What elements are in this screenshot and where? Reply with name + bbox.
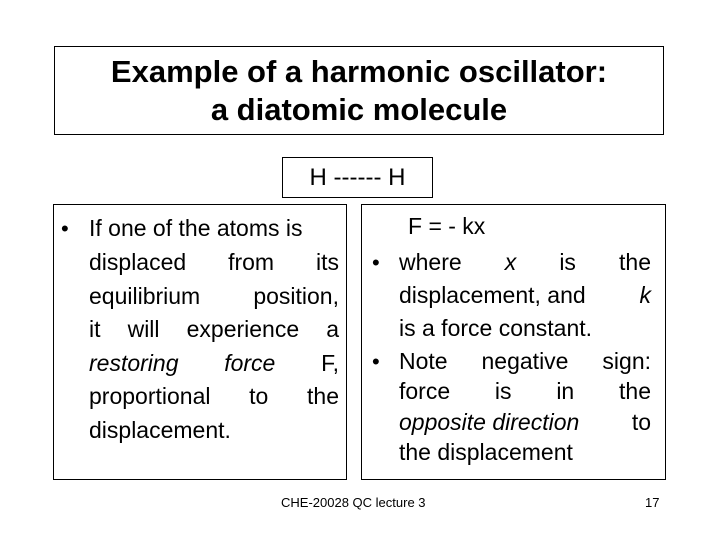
footer-course: CHE-20028 QC lecture 3 (281, 495, 426, 510)
right-b2-line-1: Note negative sign: (399, 348, 651, 374)
right-b1-line-2 (399, 279, 651, 312)
restoring-word: restoring (89, 350, 179, 376)
displacement-and: displacement, and (399, 282, 586, 308)
force-symbol: F, (321, 350, 339, 376)
right-b2-line-2: force is in the (399, 378, 651, 404)
left-line-2: displaced from its (89, 249, 339, 275)
left-line-1: If one of the atoms is (89, 215, 303, 241)
left-line-4: it will experience a (89, 316, 339, 342)
left-line-6: proportional to the (89, 383, 339, 409)
right-b2-line-4: the displacement (399, 439, 573, 465)
where-word: where (399, 249, 462, 275)
left-bullet: • (61, 216, 69, 241)
left-line-3: equilibrium position, (89, 283, 339, 309)
right-b2-line-3 (399, 406, 651, 439)
is-word: is (559, 249, 576, 275)
right-b1-line-1 (399, 246, 651, 279)
left-line-5 (89, 347, 339, 380)
the-word: the (619, 249, 651, 275)
var-x: x (504, 249, 517, 275)
force-law: F = - kx (408, 213, 486, 239)
slide-title-line-2: a diatomic molecule (210, 91, 508, 127)
slide-title-line-1: Example of a harmonic oscillator: (110, 53, 608, 89)
var-k: k (639, 282, 651, 308)
to-word: to (631, 409, 651, 435)
page-number: 17 (645, 495, 660, 510)
right-b1-line-3: is a force constant. (399, 315, 593, 341)
right-bullet-2: • (372, 349, 380, 374)
slide-title-box (54, 46, 664, 135)
opposite-direction: opposite direction (399, 409, 580, 435)
force-word: force (224, 350, 276, 376)
molecule-diagram: H ------ H (282, 157, 433, 198)
right-bullet-1: • (372, 250, 380, 275)
left-line-7: displacement. (89, 417, 231, 443)
